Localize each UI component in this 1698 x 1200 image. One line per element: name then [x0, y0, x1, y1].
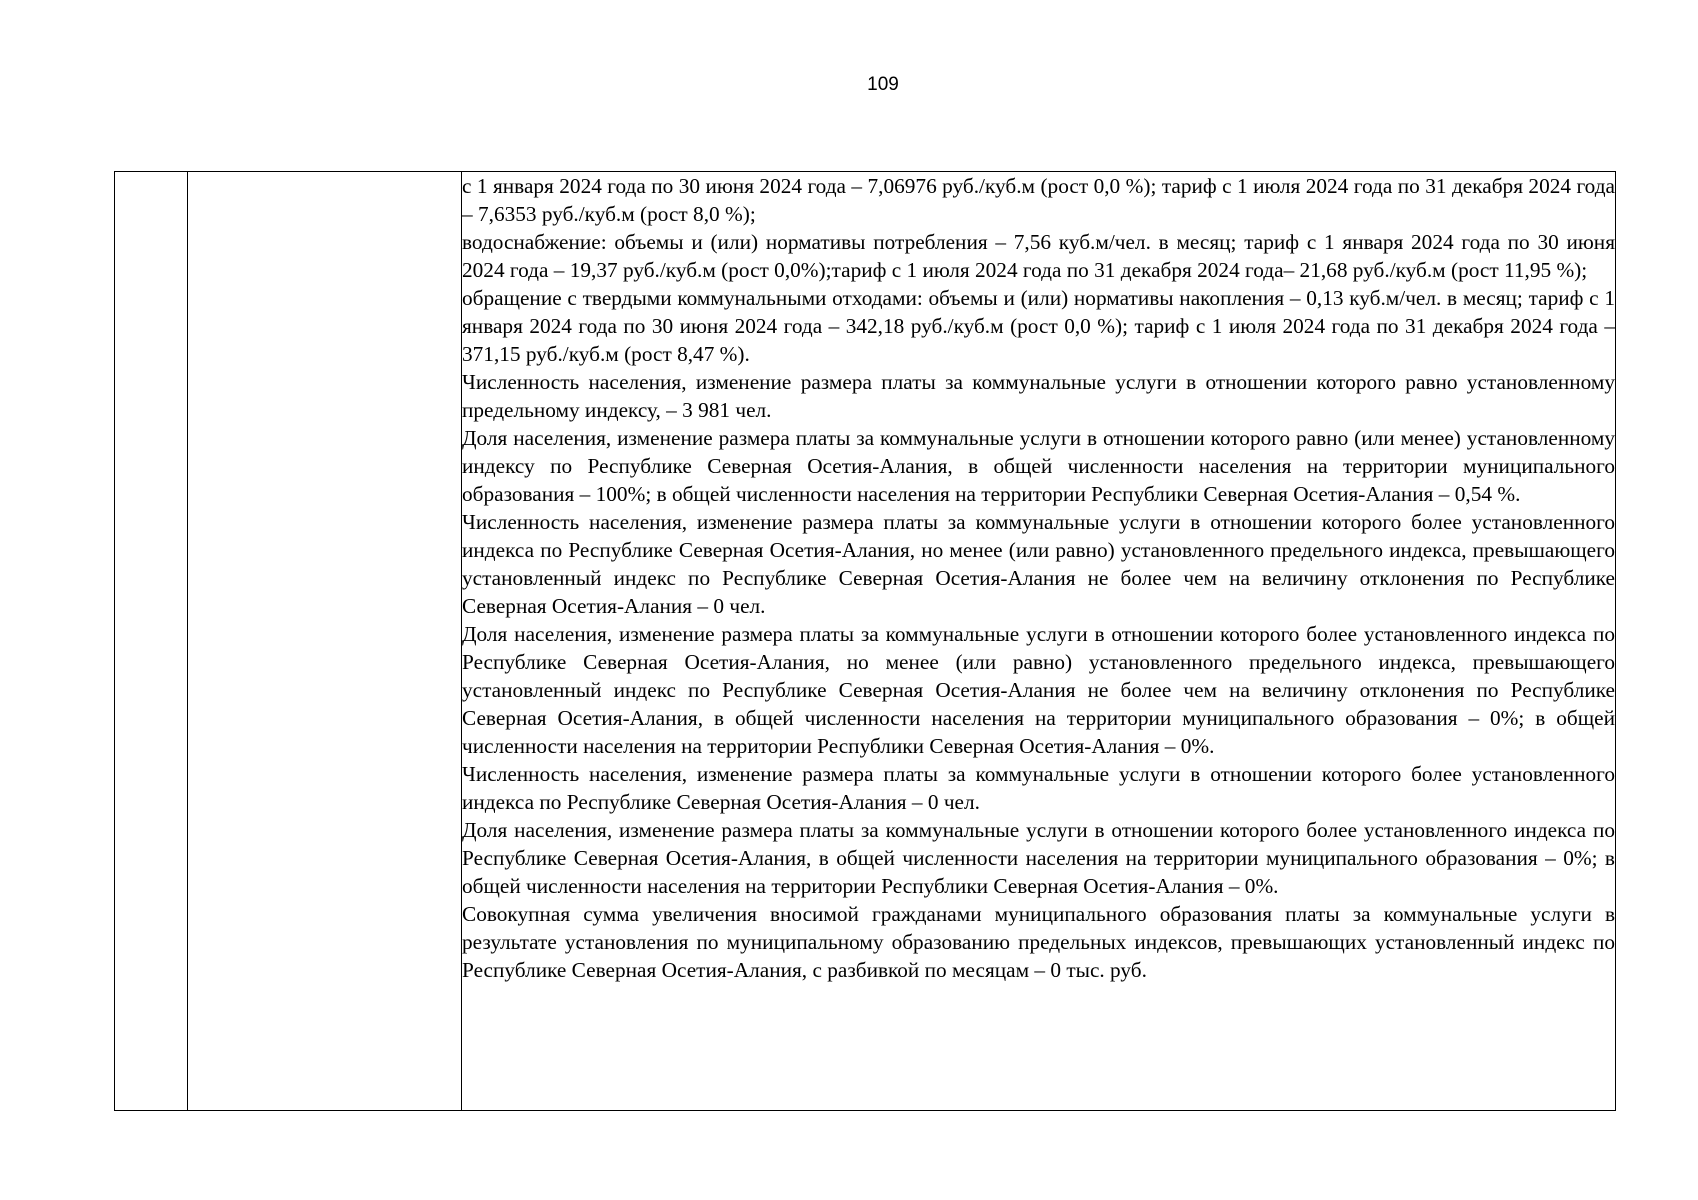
paragraph-share-more-than-index: Доля населения, изменение размера платы за коммунальные услуги в отношении которого более установленного индекса по Республике Северная Осетия-Алания, в общей численности населения на территории муниципального образования – 0%; в общей численности населения на территории Республики Северная Осетия-Алания – 0%. — [462, 818, 1615, 898]
paragraph-water-supply: водоснабжение: объемы и (или) нормативы потребления – 7,56 куб.м/чел. в месяц; тариф с 1 января 2024 года по 30 июня 2024 года – 19,37 руб./куб.м (рост 0,0%);тариф с 1 июля 2024 года по 31 декабря 2024 года– 21,68 руб./куб.м (рост 11,95 %); — [462, 230, 1615, 282]
paragraph-total-increase: Совокупная сумма увеличения вносимой гражданами муниципального образования платы за коммунальные услуги в результате установления по муниципальному образованию предельных индексов, превышающих установленный индекс по Республике Северная Осетия-Алания, с разбивкой по месяцам – 0 тыс. руб. — [462, 902, 1615, 982]
paragraph-solid-waste: обращение с твердыми коммунальными отходами: объемы и (или) нормативы накопления – 0,13 куб.м/чел. в месяц; тариф с 1 января 2024 года по 30 июня 2024 года – 342,18 руб./куб.м (рост 0,0 %); тариф с 1 июля 2024 года по 31 декабря 2024 года –371,15 руб./куб.м (рост 8,47 %). — [462, 286, 1615, 366]
table-row — [115, 172, 1616, 1111]
table-cell-number — [115, 172, 188, 1111]
paragraph-population-above-index: Численность населения, изменение размера платы за коммунальные услуги в отношении которого более установленного индекса по Республике Северная Осетия-Алания, но менее (или равно) установленного предельного индекса, превышающего установленный индекс по Республике Северная Осетия-Алания не более чем на величину отклонения по Республике Северная Осетия-Алания – 0 чел. — [462, 510, 1615, 618]
paragraph-tariff-continuation: с 1 января 2024 года по 30 июня 2024 года – 7,06976 руб./куб.м (рост 0,0 %); тариф с 1 июля 2024 года по 31 декабря 2024 года – 7,6353 руб./куб.м (рост 8,0 %); — [462, 174, 1615, 226]
document-table — [114, 171, 1616, 1111]
table-cell-label — [188, 172, 462, 1111]
paragraph-population-more-than-index: Численность населения, изменение размера платы за коммунальные услуги в отношении которого более установленного индекса по Республике Северная Осетия-Алания – 0 чел. — [462, 762, 1615, 814]
paragraph-share-above-index: Доля населения, изменение размера платы за коммунальные услуги в отношении которого более установленного индекса по Республике Северная Осетия-Алания, но менее (или равно) установленного предельного индекса, превышающего установленный индекс по Республике Северная Осетия-Алания не более чем на величину отклонения по Республике Северная Осетия-Алания, в общей численности населения на территории муниципального образования – 0%; в общей численности населения на территории Республики Северная Осетия-Алания – 0%. — [462, 622, 1615, 758]
paragraph-population-equal-limit: Численность населения, изменение размера платы за коммунальные услуги в отношении которого равно установленному предельному индексу, – 3 981 чел. — [462, 370, 1615, 422]
paragraph-share-equal-or-less: Доля населения, изменение размера платы за коммунальные услуги в отношении которого равно (или менее) установленному индексу по Республике Северная Осетия-Алания, в общей численности населения на территории муниципального образования – 100%; в общей численности населения на территории Республики Северная Осетия-Алания – 0,54 %. — [462, 426, 1615, 506]
page-number: 109 — [867, 74, 899, 95]
table-cell-content — [462, 172, 1616, 1111]
